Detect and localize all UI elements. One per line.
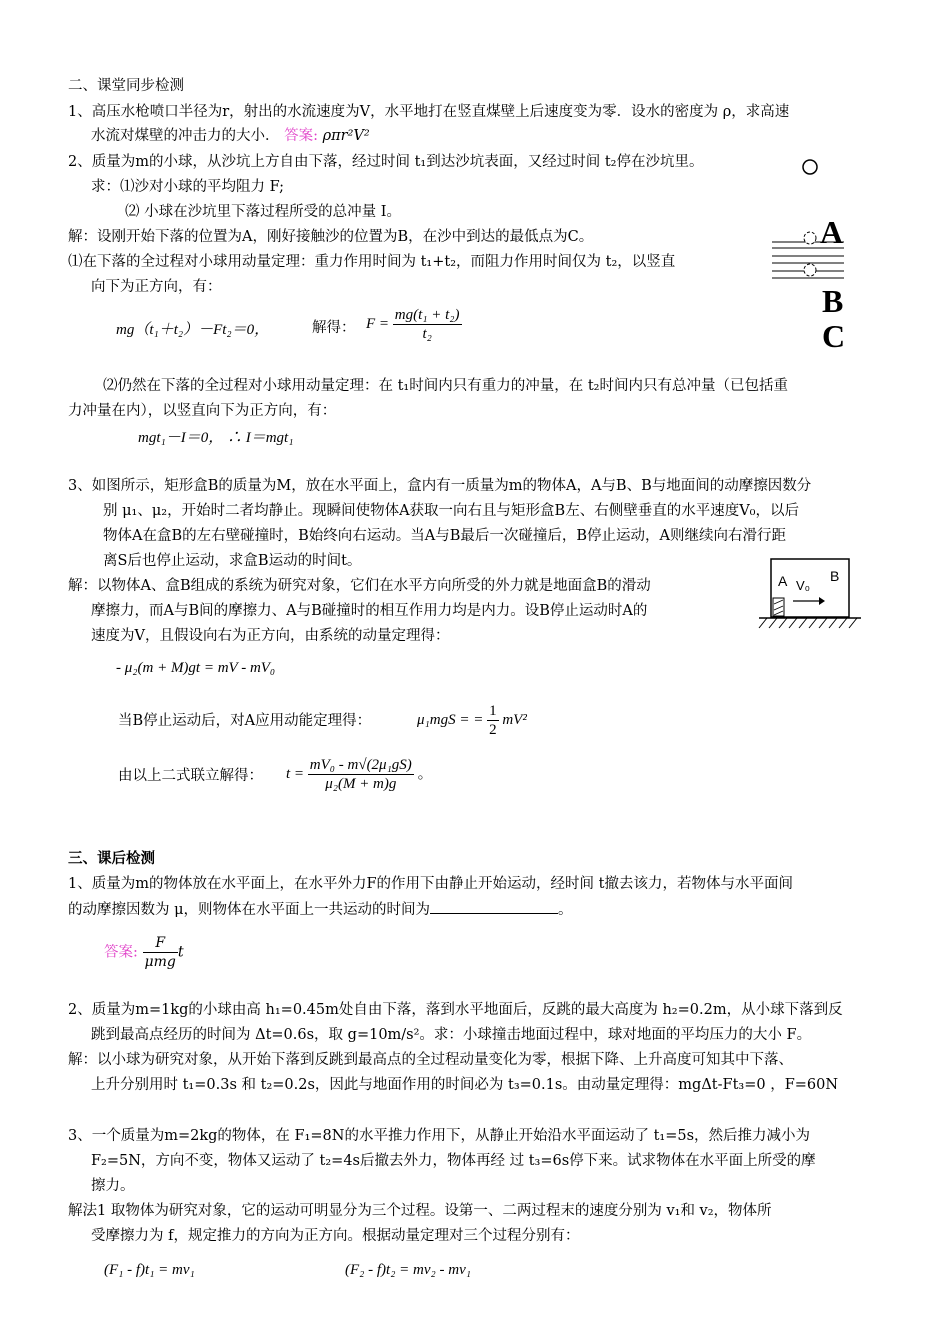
s2-q3-sol-line3: 速度为V，且假设向右为正方向，由系统的动量定理得：	[91, 628, 450, 644]
s2-q3-eq3-num: mV₀ - m√(2μ₁gS)	[309, 757, 412, 773]
s2-q1-line1: 1、高压水枪喷口半径为r，射出的水流速度为V，水平地打在竖直煤壁上后速度变为零．设水的密度为 ρ，求高速	[68, 104, 790, 120]
s2-q2-line1: 2、质量为m的小球，从沙坑上方自由下落，经过时间 t₁到达沙坑表面，又经过时间 t₂停在沙坑里。	[68, 154, 704, 170]
s3-q1-answer	[104, 934, 184, 971]
s2-q3-line2: 别 μ₁、μ₂，开始时二者均静止。现瞬间使物体A获取一向右且与矩形盒B左、右侧壁垂直的水平速度V₀，以后	[103, 503, 799, 519]
s3-q2-sol-line1: 解：以小球为研究对象，从开始下落到反跳到最高点的全过程动量变化为零，根据下降、上升高度可知其中下落、	[68, 1052, 793, 1068]
s3-q3-sol-line1: 解法1 取物体为研究对象，它的运动可明显分为三个过程。设第一、二两过程末的速度分别为 v₁和 v₂，物体所	[68, 1203, 772, 1219]
s3-q1-text: 的动摩擦因数为 μ，则物体在水平面上一共运动的时间为	[68, 902, 431, 918]
s2-q2-equation-1: mg（t₁＋t₂）－Ft₂＝0，	[116, 322, 270, 338]
s2-q2-sol-line4: ⑵仍然在下落的全过程对小球用动量定理：在 t₁时间内只有重力的冲量，在 t₂时间内只有总冲量（已包括重	[103, 378, 788, 394]
point-a-label: A	[820, 214, 844, 250]
s2-q1-answer-formula: ρπr²V²	[322, 128, 370, 144]
s3-q1-answer-label: 答案:	[104, 944, 138, 961]
s2-q2-fraction	[366, 306, 462, 343]
s3-q1-answer-tail: t	[177, 944, 184, 961]
s3-q2-line1: 2、质量为m=1kg的小球由高 h₁=0.45m处自由下落，落到水平地面后，反跳的最大高度为 h₂=0.2m，从小球下落到反	[68, 1002, 843, 1018]
s2-q3-sol-line5: 由以上二式联立解得：	[118, 768, 263, 784]
s3-q1-line1: 1、质量为m的物体放在水平面上，在水平外力F的作用下由静止开始运动，经时间 t撤去该力，若物体与水平面间	[68, 876, 793, 892]
velocity-arrowhead	[819, 597, 825, 605]
s2-q3-equation-1: - μ₂(m + M)gt = mV - mV₀	[116, 660, 276, 676]
s2-q3-eq2-frac	[487, 702, 499, 739]
s2-q3-line3: 物体A在盒B的左右壁碰撞时，B始终向右运动。当A与B最后一次碰撞后，B停止运动，A则继续向右滑行距	[103, 528, 787, 544]
box-label-v0: V₀	[796, 578, 811, 593]
s2-q3-sol-line1: 解：以物体A、盒B组成的系统为研究对象，它们在水平方向所受的外力就是地面盒B的滑动	[68, 578, 651, 594]
ball-bottom-circle	[804, 264, 816, 276]
s2-q3-line4: 离S后也停止运动，求盒B运动的时间t。	[103, 553, 362, 569]
s2-q2-equation-2: mgt₁－I＝0， ∴ I＝mgt₁	[138, 430, 294, 446]
s3-q1-answer-den: μmg	[144, 954, 176, 970]
s2-q1-line2	[91, 126, 370, 146]
s2-q3-eq2-den: 2	[489, 722, 497, 738]
s2-q2-sol-line5: 力冲量在内），以竖直向下为正方向，有：	[68, 403, 337, 419]
s3-q2-line2: 跳到最高点经历的时间为 Δt=0.6s，取 g=10m/s²。求：小球撞击地面过程中，球对地面的平均压力的大小 F。	[91, 1027, 812, 1043]
answer-blank	[430, 899, 558, 914]
box-figure	[755, 556, 865, 636]
s2-q3-eq2-rhs: mV²	[502, 711, 527, 728]
s3-q2-sol-line2: 上升分别用时 t₁=0.3s 和 t₂=0.2s，因此与地面作用的时间必为 t₃=0.1s。由动量定理得：mgΔt-Ft₃=0 ，F=60N	[91, 1077, 839, 1093]
s2-q2-line3: ⑵ 小球在沙坑里下落过程所受的总冲量 I。	[125, 204, 401, 220]
s3-q1-line2	[68, 899, 573, 920]
s3-q3-equation-2: (F₂ - f)t₂ = mv₂ - mv₁	[345, 1262, 471, 1278]
s2-q3-eq3-lhs: t =	[286, 765, 305, 782]
s2-q2-sol-line1: 解：设刚开始下落的位置为A，刚好接触沙的位置为B，在沙中到达的最低点为C。	[68, 229, 594, 245]
s2-q3-eq3-den: μ₂(M + m)g	[325, 776, 397, 792]
s3-q3-equation-1: (F₁ - f)t₁ = mv₁	[104, 1262, 195, 1278]
s3-q1-end: 。	[558, 902, 573, 918]
s2-q1-text: 水流对煤壁的冲击力的大小．	[91, 128, 280, 144]
s2-q3-eq3-end: 。	[417, 765, 433, 782]
s2-q2-sol-line3: 向下为正方向，有：	[91, 279, 222, 295]
point-b-label: B	[822, 283, 844, 319]
ball-contact-circle	[804, 232, 816, 244]
s3-q3-line3: 擦力。	[91, 1178, 135, 1194]
s2-q3-equation-2	[417, 702, 527, 739]
ball-start-circle	[803, 160, 817, 174]
s2-q2-line2: 求：⑴沙对小球的平均阻力 F;	[91, 179, 285, 195]
s2-q3-eq2-num: 1	[489, 703, 497, 719]
box-label-a: A	[778, 573, 788, 589]
s3-q3-line1: 3、一个质量为m=2kg的物体，在 F₁=8N的水平推力作用下，从静止开始沿水平面运动了 t₁=5s，然后推力减小为	[68, 1128, 811, 1144]
s2-q3-sol-line2: 摩擦力，而A与B间的摩擦力、A与B碰撞时的相互作用力均是内力。设B停止运动时A的	[91, 603, 648, 619]
s2-q2-sol-line2: ⑴在下落的全过程对小球用动量定理：重力作用时间为 t₁+t₂，而阻力作用时间仅为 t₂，以竖直	[68, 254, 676, 270]
s2-q2-solve-label: 解得：	[312, 320, 356, 336]
s3-q1-answer-num: F	[143, 934, 178, 953]
s2-q3-eq3-frac	[308, 756, 414, 793]
s2-q3-sol-line4: 当B停止运动后，对A应用动能定理得：	[118, 713, 372, 729]
s2-q3-equation-3	[286, 756, 433, 793]
s3-q3-sol-line2: 受摩擦力为 f，规定推力的方向为正方向。根据动量定理对三个过程分别有：	[91, 1228, 580, 1244]
s2-q3-line1: 3、如图所示，矩形盒B的质量为M，放在水平面上，盒内有一质量为m的物体A，A与B、B与地面间的动摩擦因数分	[68, 478, 812, 494]
box-label-b: B	[830, 568, 840, 584]
section-2-heading: 二、课堂同步检测	[68, 78, 184, 94]
s2-q2-frac-den: t₂	[422, 326, 432, 342]
section-3-heading: 三、课后检测	[68, 851, 155, 867]
s2-q2-frac-num: mg(t₁ + t₂)	[394, 307, 460, 323]
s3-q3-line2: F₂=5N，方向不变，物体又运动了 t₂=4s后撤去外力，物体再经 过 t₃=6s停下来。试求物体在水平面上所受的摩	[91, 1153, 816, 1169]
point-c-label: C	[822, 318, 846, 354]
s2-q1-answer-label: 答案:	[284, 128, 318, 144]
s3-q1-answer-frac	[143, 934, 178, 971]
s2-q2-frac-lhs: F =	[366, 315, 390, 332]
s2-q2-frac	[393, 306, 462, 343]
s2-q3-eq2-lhs: μ₁mgS = =	[417, 711, 484, 728]
